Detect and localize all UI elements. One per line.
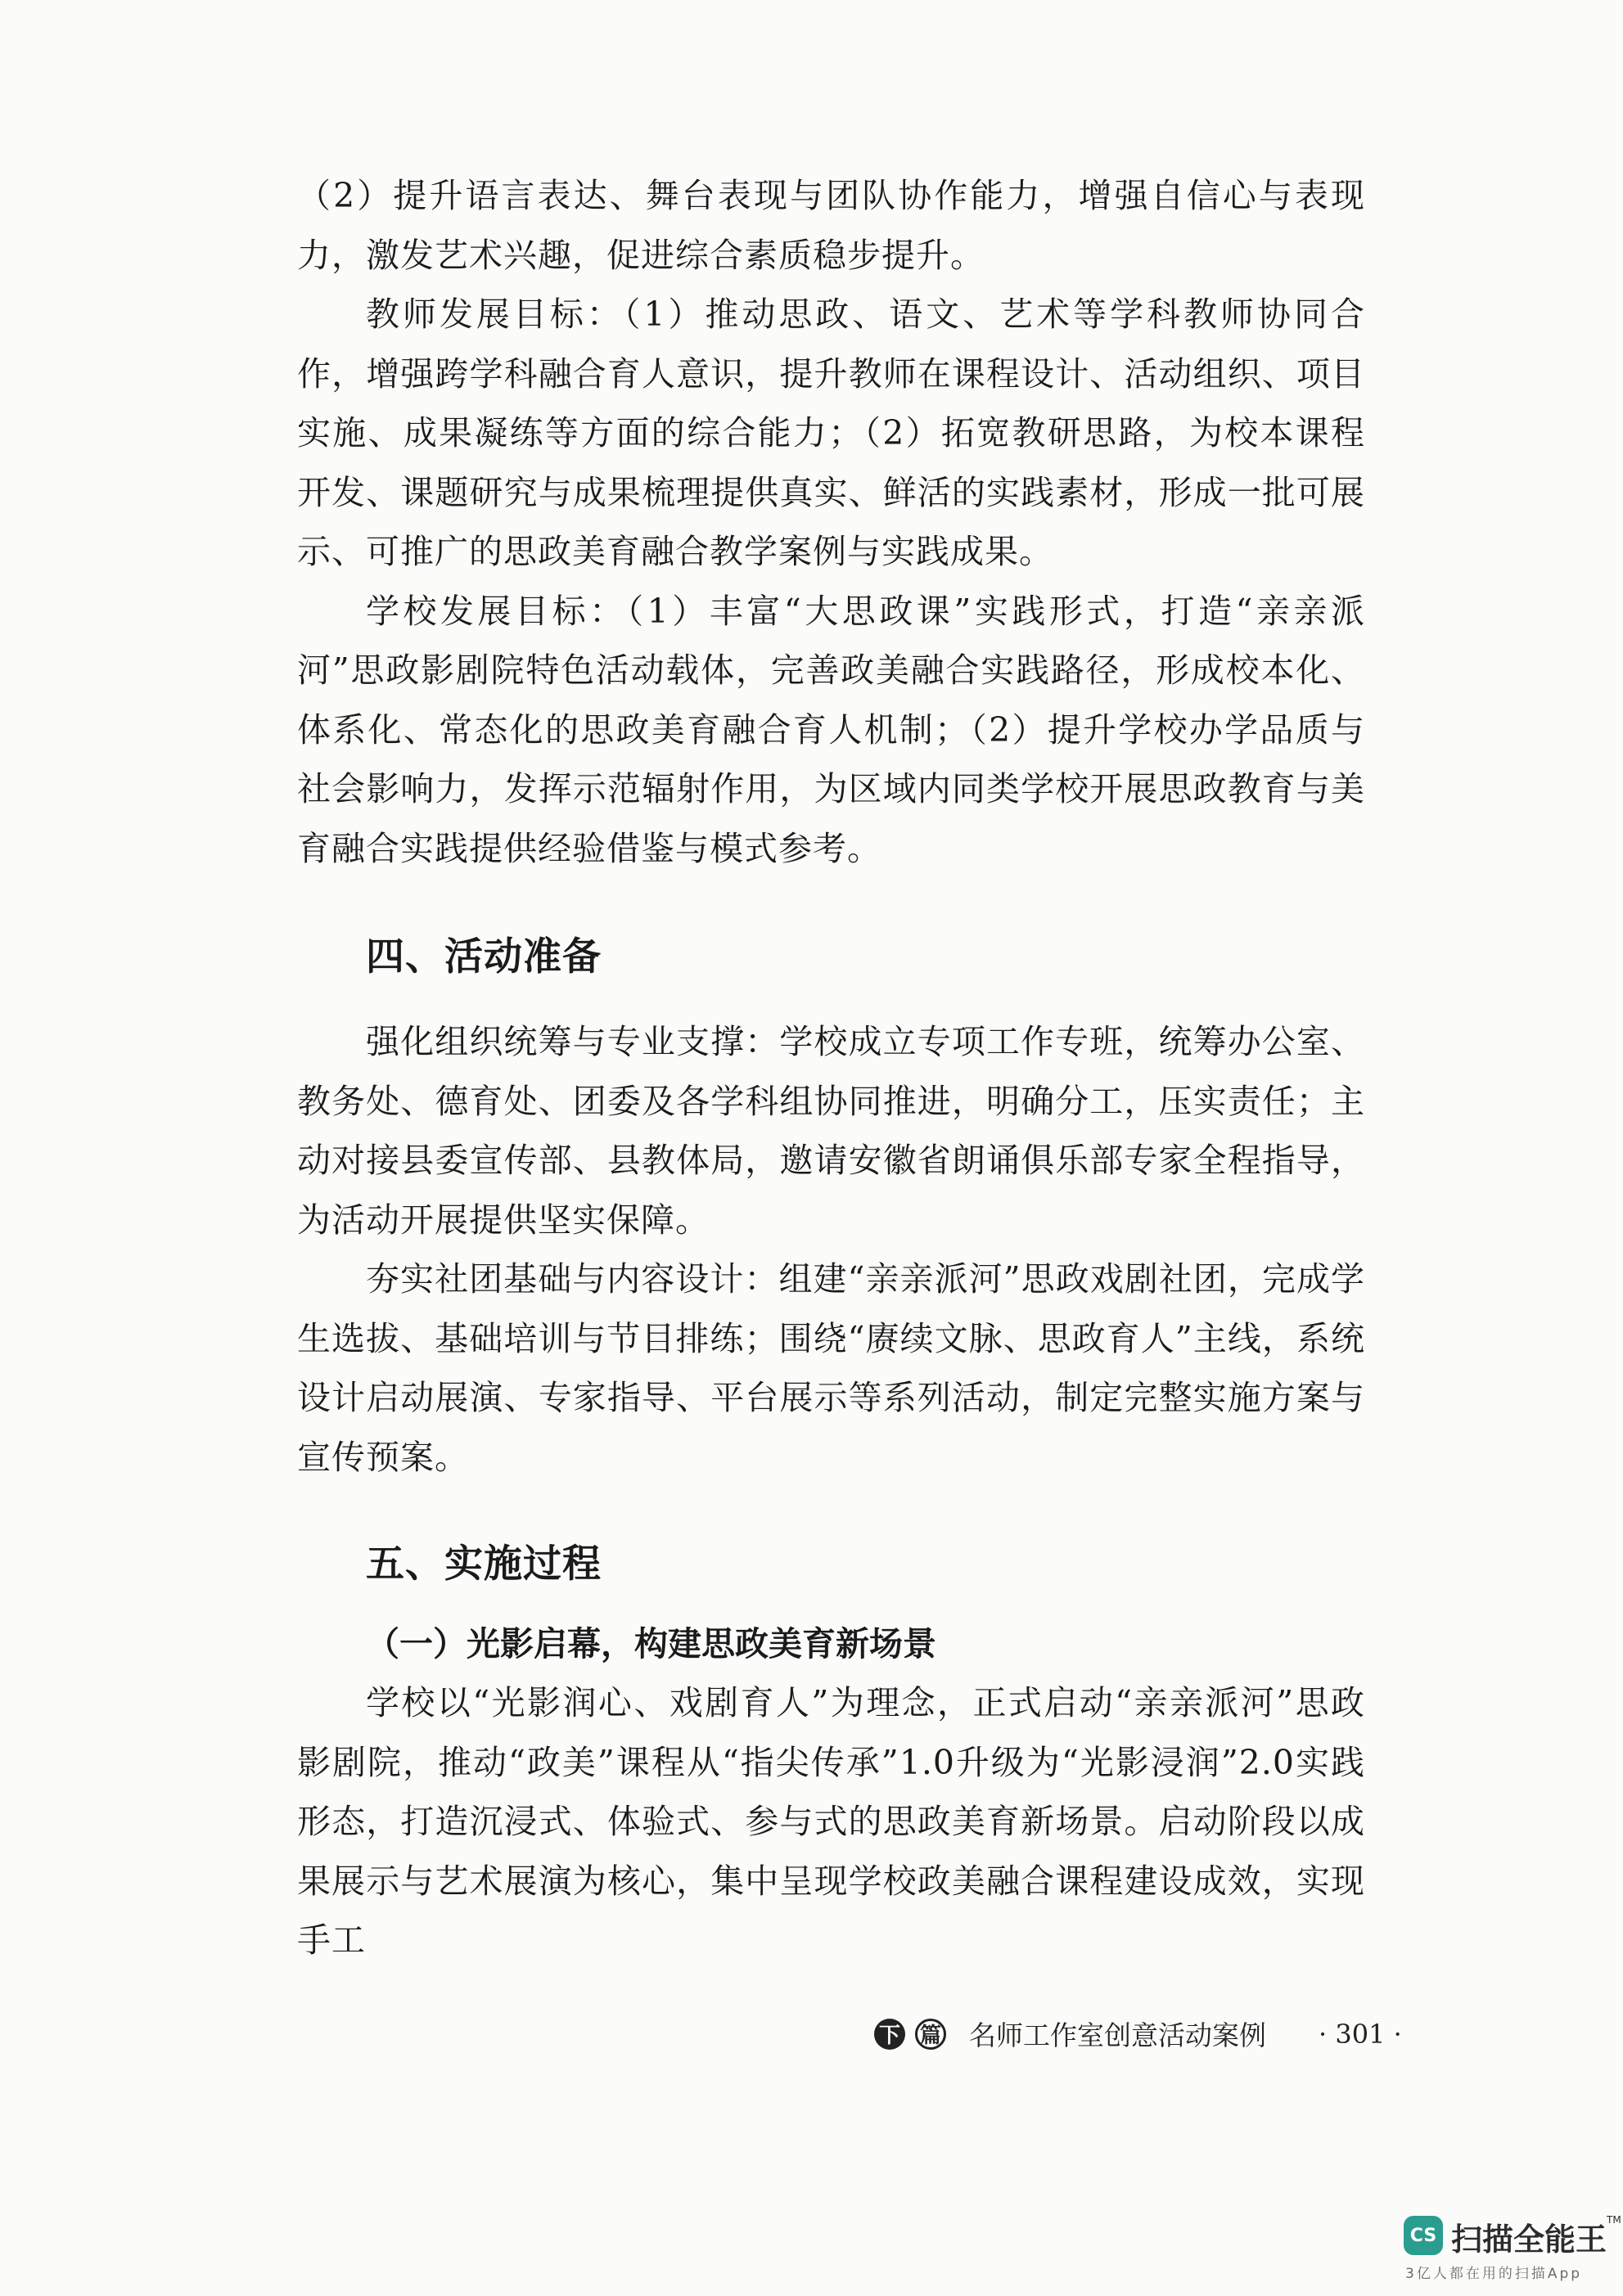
- page-number: · 301 ·: [1319, 2018, 1402, 2050]
- school-goal-paragraph: 学校发展目标：（1）丰富“大思政课”实践形式，打造“亲亲派河”思政影剧院特色活动载体，完善政美融合实践路径，形成校本化、体系化、常态化的思政美育融合育人机制；（2）提升学校办学品质与社会影响力，发挥示范辐射作用，为区域内同类学校开展思政教育与美育融合实践提供经验借鉴与模式参考。: [297, 591, 1365, 868]
- student-goal-paragraph: （2）提升语言表达、舞台表现与团队协作能力，增强自信心与表现力，激发艺术兴趣，促进综合素质稳步提升。: [297, 176, 1365, 275]
- scanner-watermark: [1404, 2211, 1621, 2286]
- goals-block: [297, 166, 1365, 878]
- page-footer: [874, 2015, 1402, 2053]
- part-glyph-icon: 篇: [915, 2019, 946, 2050]
- watermark-title: 扫描全能王™: [1451, 2214, 1621, 2258]
- section-4-heading: 四、活动准备: [366, 934, 602, 979]
- section-5-body: [297, 1673, 1365, 1970]
- footer-title: 名师工作室创意活动案例: [969, 2019, 1266, 2051]
- watermark-subtitle: 3亿人都在用的扫描App: [1405, 2266, 1583, 2282]
- club-paragraph: 夯实社团基础与内容设计：组建“亲亲派河”思政戏剧社团，完成学生选拔、基础培训与节目排练；围绕“赓续文脉、思政育人”主线，系统设计启动展演、专家指导、平台展示等系列活动，制定完整实施方案与宣传预案。: [297, 1259, 1365, 1477]
- volume-glyph-icon: 下: [874, 2019, 905, 2050]
- section-5-heading: 五、实施过程: [366, 1542, 602, 1587]
- organization-paragraph: 强化组织统筹与专业支撑：学校成立专项工作专班，统筹办公室、教务处、德育处、团委及各学科组协同推进，明确分工，压实责任；主动对接县委宣传部、县教体局，邀请安徽省朗诵俱乐部专家全程指导，为活动开展提供坚实保障。: [297, 1022, 1365, 1240]
- implementation-paragraph: 学校以“光影润心、戏剧育人”为理念，正式启动“亲亲派河”思政影剧院，推动“政美”课程从“指尖传承”1.0升级为“光影浸润”2.0实践形态，打造沉浸式、体验式、参与式的思政美育新场景。启动阶段以成果展示与艺术展演为核心，集中呈现学校政美融合课程建设成效，实现手工: [297, 1683, 1365, 1960]
- section-5-subheading: （一）光影启幕，构建思政美育新场景: [366, 1624, 936, 1663]
- teacher-goal-paragraph: 教师发展目标：（1）推动思政、语文、艺术等学科教师协同合作，增强跨学科融合育人意识，提升教师在课程设计、活动组织、项目实施、成果凝练等方面的综合能力；（2）拓宽教研思路，为校本课程开发、课题研究与成果梳理提供真实、鲜活的实践素材，形成一批可展示、可推广的思政美育融合教学案例与实践成果。: [297, 295, 1365, 571]
- camscanner-logo-icon: CS: [1404, 2216, 1443, 2255]
- section-4-body: [297, 1012, 1365, 1487]
